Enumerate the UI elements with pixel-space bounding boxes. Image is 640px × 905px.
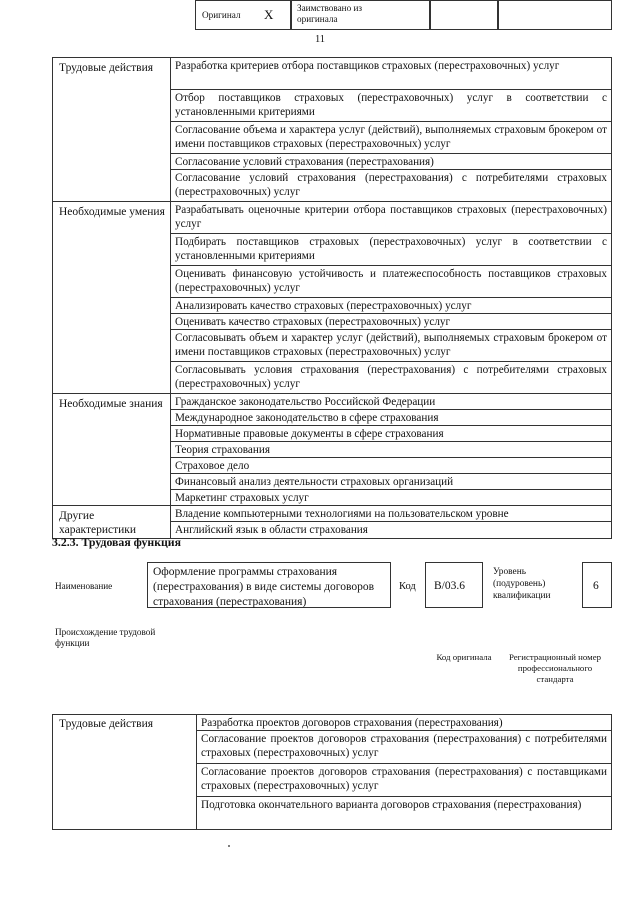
table-cell: Владение компьютерными технологиями на пользовательском уровне [171,506,612,522]
table-cell: Оценивать финансовую устойчивость и платежеспособность поставщиков страховых (перестраховочных) услуг [171,266,612,298]
row-label-labor-actions: Трудовые действия [53,715,197,830]
table-cell: Гражданское законодательство Российской Федерации [171,394,612,410]
row-label-other: Другие характеристики [53,506,171,539]
stray-mark [228,845,230,847]
origin-label: Происхождение трудовой функции [55,627,156,649]
original-mark: X [264,7,274,22]
requirements-table [52,57,612,539]
table-row [53,506,612,522]
table-cell: Разработка проектов договоров страхования (перестрахования) [197,715,612,731]
table-cell: Согласование проектов договоров страхования (перестрахования) с поставщиками страховых (перестраховочных) услуг [197,764,612,797]
table-row [53,58,612,90]
reg-number-cell [498,0,612,30]
table-cell: Согласование условий страхования (перестрахования) [171,154,612,170]
table-cell: Английский язык в области страхования [171,522,612,538]
table-cell: Теория страхования [171,442,612,458]
table-cell: Подбирать поставщиков страховых (перестраховочных) услуг в соответствии с установленными критериями [171,234,612,266]
table-cell: Согласование условий страхования (перестрахования) с потребителями страховых (перестраховочных) услуг [171,170,612,202]
original-label: Оригинал [202,10,241,20]
row-label-labor-actions: Трудовые действия [53,58,171,202]
table-row [53,715,612,731]
labor-actions-table [52,714,612,830]
table-cell: Разрабатывать оценочные критерии отбора поставщиков страховых (перестраховочных) услуг [171,202,612,234]
section-heading: 3.2.3. Трудовая функция [52,535,181,549]
code-label: Код [399,581,416,592]
reg-number-caption: Регистрационный номер профессионального стандарта [508,652,601,684]
table-cell: Оценивать качество страховых (перестраховочных) услуг [171,314,612,330]
table-cell: Международное законодательство в сфере страхования [171,410,612,426]
table-cell: Страховое дело [171,458,612,474]
level-box: 6 [582,562,612,608]
table-row [53,394,612,410]
table-cell: Маркетинг страховых услуг [171,490,612,506]
function-code-box: В/03.6 [425,562,483,608]
code-original-caption: Код оригинала [436,652,492,662]
table-cell: Согласовывать объем и характер услуг (действий), выполняемых страховым брокером от имени поставщиков страховых (перестраховочных) услуг [171,330,612,362]
table-cell: Согласование объема и характера услуг (действий), выполняемых страховым брокером от имени поставщиков страховых (перестраховочных) услуг [171,122,612,154]
level-label: Уровень (подуровень) квалификации [493,567,551,602]
code-original-cell [430,0,498,30]
table-cell: Анализировать качество страховых (перестраховочных) услуг [171,298,612,314]
table-cell: Согласовывать условия страхования (перестрахования) с потребителями страховых (перестраховочных) услуг [171,362,612,394]
original-cell [195,0,291,30]
page-number: 11 [314,34,326,45]
row-label-knowledge: Необходимые знания [53,394,171,506]
borrowed-cell [291,0,430,30]
table-cell: Нормативные правовые документы в сфере страхования [171,426,612,442]
row-label-skills: Необходимые умения [53,202,171,394]
function-name-box: Оформление программы страхования (перестрахования) в виде системы договоров страхования (перестрахования) [147,562,391,608]
table-row [53,202,612,234]
table-cell: Подготовка окончательного варианта договоров страхования (перестрахования) [197,797,612,830]
table-cell: Отбор поставщиков страховых (перестраховочных) услуг в соответствии с установленными критериями [171,90,612,122]
table-cell: Согласование проектов договоров страхования (перестрахования) с потребителями страховых (перестраховочных) услуг [197,731,612,764]
table-cell: Финансовый анализ деятельности страховых организаций [171,474,612,490]
table-cell: Разработка критериев отбора поставщиков страховых (перестраховочных) услуг [171,58,612,90]
name-label: Наименование [55,581,113,591]
borrowed-label: Заимствовано из оригинала [297,3,363,25]
